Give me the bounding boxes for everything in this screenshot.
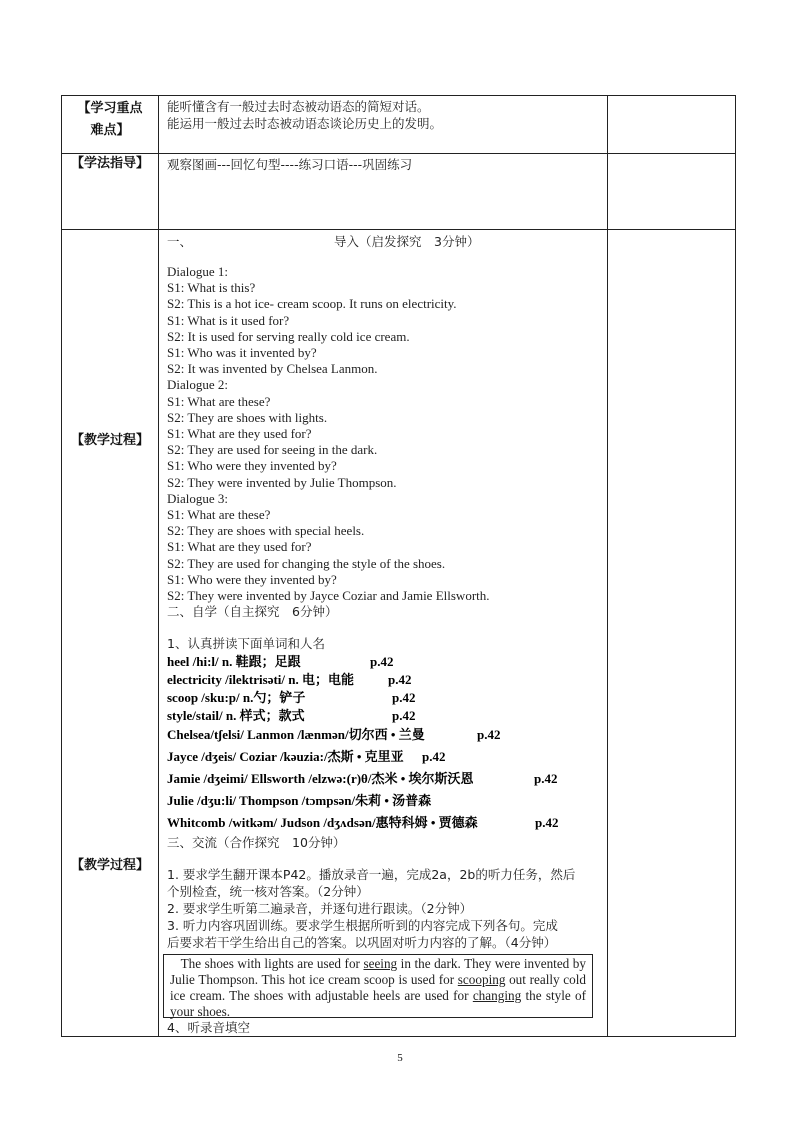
dialogue-line: S1: What are they used for? [167,539,312,555]
dialogue-line: S1: Who were they invented by? [167,458,337,474]
listening-answer-box: The shoes with lights are used for seeing in the dark. They were invented by Julie Thompson. This hot ice cream scoop is used for scooping out really cold ice cream. The shoes with adjustable heels are used for changing the style of your shoes. [163,954,593,1018]
vocab-page: p.42 [370,654,394,669]
dialogue-line: S1: What is this? [167,280,256,296]
dialogue-line: S2: It is used for serving really cold ice cream. [167,328,410,344]
method-header: 【学法指导】 [70,156,149,171]
vocab-item: Whitcomb /witkəm/ Judson /dʒʌdsən/惠特科姆 • 贾德森 [167,815,478,830]
dialogue-line: S2: They are shoes with special heels. [167,523,365,539]
vocab-page: p.42 [392,690,416,705]
vocab-item: electricity /ilektrisəti/ n. 电；电能 [167,672,355,687]
section2-subtitle: 1、认真拼读下面单词和人名 [167,636,325,651]
vocab-page: p.42 [388,672,412,687]
column-divider-right [607,96,608,1036]
dialogue-line: S2: It was invented by Chelsea Lanmon. [167,361,378,377]
vocab-item: heel /hi:l/ n. 鞋跟；足跟 [167,654,301,669]
dialogue-line: S1: What are these? [167,507,271,523]
vocab-page: p.42 [477,727,501,742]
row-divider [62,229,735,230]
vocab-page: p.42 [422,749,446,764]
section3-next: 4、听录音填空 [167,1020,250,1035]
column-divider-left [158,96,159,1036]
answer-blank: changing [472,988,522,1003]
dialogue-line: S2: They are shoes with lights. [167,409,328,425]
vocab-item: Julie /dʒu:li/ Thompson /tɔmpsən/朱莉 • 汤普森 [167,793,432,808]
section2-title: 二、自学（自主探究 6分钟） [167,604,338,619]
dialogue-title: Dialogue 1: [167,264,229,279]
dialogue-line: S2: They are used for changing the style of the shoes. [167,555,446,571]
dialogue-title: Dialogue 3: [167,490,229,506]
dialogue-line: S1: Who were they invented by? [167,571,337,587]
process-header: 【教学过程】 [70,433,149,448]
section3-instructions: 1. 要求学生翻开课本P42。播放录音一遍，完成2a，2b的听力任务，然后 个别检查，统一核对答案。（2分钟） 2. 要求学生听第二遍录音，并逐句进行跟读。（2分钟） 3. 听力内容巩固训练。要求学生根据所听到的内容完成下列各句。完成 后要求若干学生给出自己的答案。以巩固对听力内容的了解。（4分钟） [167,867,576,950]
dialogue-line: S2: They were invented by Jayce Coziar and Jamie Ellsworth. [167,588,490,604]
dialogue-line: S2: This is a hot ice- cream scoop. It runs on electricity. [167,296,457,312]
dialogue-line: S2: They were invented by Julie Thompson. [167,474,397,490]
section1-title: 导入（启发探究 3分钟） [334,234,480,249]
answer-blank: seeing [363,956,398,971]
dialogues [167,264,490,604]
vocab-item: Jamie /dʒeimi/ Ellsworth /elzwə:(r)θ/杰米 • 埃尔斯沃恩 [167,771,474,786]
dialogue-line: S1: Who was it invented by? [167,345,317,361]
dialogue-line: S2: They are used for seeing in the dark. [167,442,378,458]
vocab-page: p.42 [392,708,416,723]
row-divider [62,153,735,154]
method-content: 观察图画---回忆句型----练习口语---巩固练习 [167,157,413,172]
vocab-item: Jayce /dʒeis/ Coziar /kəuzia:/杰斯 • 克里亚 [167,749,404,764]
lesson-plan-table [61,95,736,1037]
vocab-page: p.42 [535,815,559,830]
dialogue-line: S1: What are they used for? [167,426,312,442]
process-header-2: 【教学过程】 [70,858,149,873]
vocab-item: Chelsea/tʃelsi/ Lanmon /lænmən/切尔西 • 兰曼 [167,727,425,742]
answer-blank: scooping [457,972,506,987]
section3-title: 三、交流（合作探究 10分钟） [167,835,346,850]
focus-header: 【学习重点 难点】 [77,101,143,138]
focus-content: 能听懂含有一般过去时态被动语态的简短对话。 能运用一般过去时态被动语态谈论历史上的发明。 [167,99,443,131]
dialogue-line: S1: What is it used for? [167,312,290,328]
vocab-item: style/stail/ n. 样式；款式 [167,708,305,723]
dialogue-title: Dialogue 2: [167,377,229,393]
section1-number: 一、 [167,234,193,249]
dialogue-line: S1: What are these? [167,393,271,409]
vocab-page: p.42 [534,771,558,786]
vocab-item: scoop /sku:p/ n.勺；铲子 [167,690,306,705]
page-number: 5 [397,1052,403,1064]
